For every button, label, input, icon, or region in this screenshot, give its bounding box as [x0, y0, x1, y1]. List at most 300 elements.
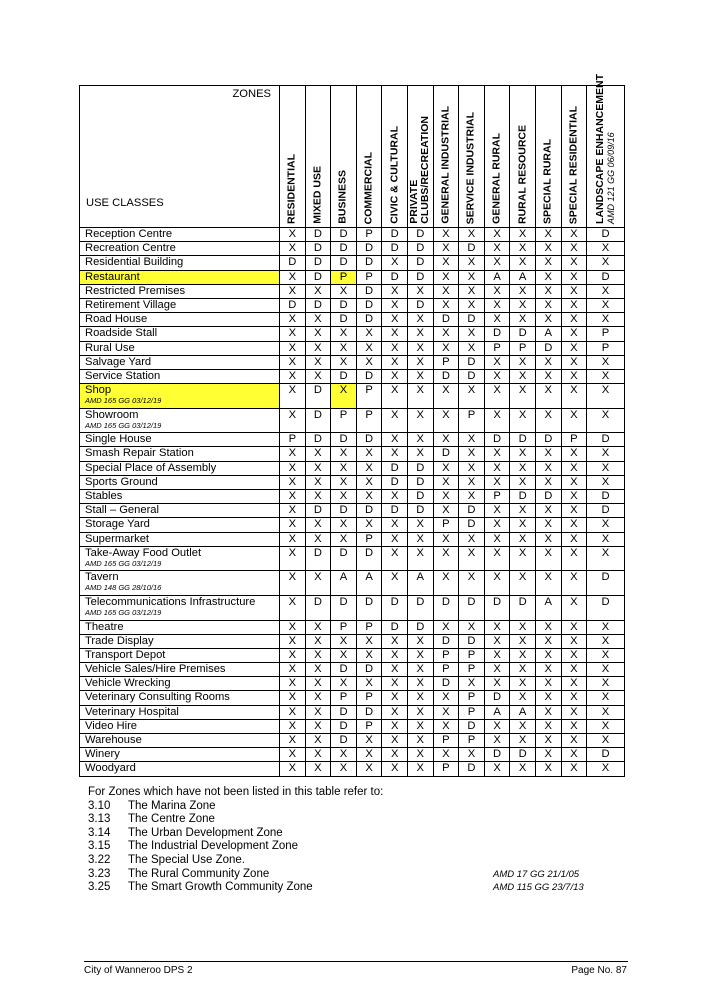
permission-cell: X: [356, 518, 382, 532]
permission-cell: X: [433, 270, 459, 284]
permission-cell: X: [331, 461, 357, 475]
zone-label: CIVIC & CULTURAL: [388, 126, 401, 224]
zone-header-text: [287, 154, 298, 224]
use-class-cell: [80, 719, 280, 733]
permission-cell: P: [356, 228, 382, 242]
table-row: [80, 228, 625, 242]
permission-cell: D: [510, 327, 536, 341]
permission-cell: X: [356, 648, 382, 662]
permission-cell: X: [407, 648, 433, 662]
permission-cell: X: [433, 433, 459, 447]
zone-header: [535, 86, 561, 228]
permission-cell: X: [561, 284, 587, 298]
permission-cell: X: [382, 369, 408, 383]
permission-cell: A: [484, 270, 510, 284]
note-clause-number: 3.22: [88, 853, 111, 866]
permission-cell: X: [561, 369, 587, 383]
permission-cell: X: [535, 677, 561, 691]
note-clause-number: 3.10: [88, 799, 111, 812]
permission-cell: X: [459, 532, 485, 546]
permission-cell: X: [305, 634, 331, 648]
permission-cell: X: [459, 327, 485, 341]
permission-cell: X: [510, 691, 536, 705]
permission-cell: X: [382, 705, 408, 719]
permission-cell: D: [305, 228, 331, 242]
permission-cell: X: [305, 705, 331, 719]
permission-cell: X: [484, 762, 510, 776]
note-amendment: AMD 17 GG 21/1/05: [493, 868, 580, 880]
permission-cell: X: [510, 734, 536, 748]
permission-cell: X: [331, 447, 357, 461]
permission-cell: X: [587, 475, 625, 489]
use-class-name: Road House: [85, 313, 148, 326]
permission-cell: D: [407, 242, 433, 256]
permission-cell: X: [561, 327, 587, 341]
permission-cell: X: [280, 595, 306, 620]
use-class-cell: [80, 634, 280, 648]
permission-cell: X: [407, 705, 433, 719]
permission-cell: X: [305, 355, 331, 369]
zone-header-text: [312, 166, 323, 224]
permission-cell: D: [356, 663, 382, 677]
use-class-cell: [80, 461, 280, 475]
permission-cell: X: [433, 620, 459, 634]
zone-header-text: [409, 116, 431, 224]
permission-cell: D: [356, 242, 382, 256]
permission-cell: X: [433, 571, 459, 596]
permission-cell: X: [587, 691, 625, 705]
table-row: [80, 341, 625, 355]
zone-label: BUSINESS: [336, 170, 349, 224]
permission-cell: X: [535, 532, 561, 546]
permission-cell: A: [356, 571, 382, 596]
permission-cell: X: [561, 242, 587, 256]
permission-cell: X: [535, 384, 561, 409]
permission-cell: X: [407, 532, 433, 546]
permission-cell: D: [356, 369, 382, 383]
permission-cell: P: [331, 270, 357, 284]
permission-cell: X: [535, 447, 561, 461]
table-row: [80, 433, 625, 447]
permission-cell: X: [280, 691, 306, 705]
zone-label: GENERAL INDUSTRIAL: [439, 106, 452, 224]
permission-cell: X: [280, 270, 306, 284]
table-row: [80, 490, 625, 504]
zone-header: [382, 86, 408, 228]
permission-cell: D: [407, 490, 433, 504]
permission-cell: X: [587, 242, 625, 256]
use-class-name: Veterinary Consulting Rooms: [85, 691, 230, 704]
permission-cell: X: [305, 648, 331, 662]
use-class-cell: [80, 532, 280, 546]
permission-cell: X: [305, 284, 331, 298]
zone-header-text: [568, 106, 579, 224]
permission-cell: X: [407, 447, 433, 461]
permission-cell: X: [510, 355, 536, 369]
permission-cell: X: [331, 327, 357, 341]
permission-cell: X: [305, 490, 331, 504]
permission-cell: P: [433, 663, 459, 677]
table-row: [80, 734, 625, 748]
permission-cell: D: [356, 284, 382, 298]
permission-cell: X: [280, 546, 306, 571]
permission-cell: X: [587, 532, 625, 546]
use-class-name: Showroom: [85, 408, 139, 421]
table-row: [80, 369, 625, 383]
permission-cell: X: [280, 369, 306, 383]
table-row: [80, 677, 625, 691]
zone-header: [407, 86, 433, 228]
permission-cell: D: [356, 705, 382, 719]
permission-cell: P: [356, 408, 382, 433]
permission-cell: D: [382, 475, 408, 489]
permission-cell: X: [535, 546, 561, 571]
permission-cell: X: [535, 705, 561, 719]
permission-cell: D: [331, 228, 357, 242]
permission-cell: X: [280, 447, 306, 461]
permission-cell: X: [484, 384, 510, 409]
permission-cell: X: [356, 475, 382, 489]
permission-cell: D: [305, 384, 331, 409]
permission-cell: D: [280, 298, 306, 312]
zone-header: [484, 86, 510, 228]
permission-cell: D: [510, 748, 536, 762]
permission-cell: X: [331, 341, 357, 355]
use-class-cell: [80, 691, 280, 705]
permission-cell: X: [305, 663, 331, 677]
permission-cell: X: [510, 719, 536, 733]
use-class-name: Veterinary Hospital: [85, 705, 179, 718]
permission-cell: X: [510, 571, 536, 596]
permission-cell: X: [280, 677, 306, 691]
zone-header: [510, 86, 536, 228]
use-class-cell: [80, 705, 280, 719]
permission-cell: D: [331, 705, 357, 719]
permission-cell: X: [535, 748, 561, 762]
use-class-name: Single House: [85, 433, 152, 446]
permission-cell: P: [331, 408, 357, 433]
permission-cell: X: [535, 634, 561, 648]
permission-cell: D: [331, 298, 357, 312]
permission-cell: D: [407, 298, 433, 312]
permission-cell: X: [459, 228, 485, 242]
permission-cell: X: [382, 648, 408, 662]
permission-cell: X: [587, 734, 625, 748]
permission-cell: X: [587, 705, 625, 719]
use-class-name: Salvage Yard: [85, 355, 152, 368]
permission-cell: D: [382, 228, 408, 242]
use-class-cell: [80, 369, 280, 383]
permission-cell: D: [587, 571, 625, 596]
permission-cell: X: [561, 705, 587, 719]
permission-cell: X: [331, 518, 357, 532]
permission-cell: X: [561, 691, 587, 705]
permission-cell: X: [382, 433, 408, 447]
permission-cell: D: [535, 490, 561, 504]
permission-cell: X: [407, 433, 433, 447]
permission-cell: D: [535, 433, 561, 447]
permission-cell: P: [433, 762, 459, 776]
permission-cell: X: [407, 734, 433, 748]
permission-cell: D: [484, 748, 510, 762]
permission-cell: P: [356, 532, 382, 546]
permission-cell: D: [407, 504, 433, 518]
use-class-cell: [80, 313, 280, 327]
permission-cell: X: [433, 748, 459, 762]
zone-header-text: [517, 125, 528, 224]
footer-page-number: Page No. 87: [571, 965, 627, 976]
use-class-amendment: AMD 148 GG 28/10/16: [85, 583, 162, 593]
permission-cell: X: [510, 298, 536, 312]
use-class-cell: [80, 384, 280, 409]
permission-cell: X: [587, 546, 625, 571]
permission-cell: X: [587, 284, 625, 298]
permission-cell: X: [280, 532, 306, 546]
permission-cell: X: [280, 490, 306, 504]
permission-cell: D: [280, 256, 306, 270]
permission-cell: D: [331, 504, 357, 518]
permission-cell: X: [561, 298, 587, 312]
use-class-cell: [80, 355, 280, 369]
permission-cell: X: [510, 648, 536, 662]
permission-cell: X: [382, 719, 408, 733]
permission-cell: X: [280, 648, 306, 662]
permission-cell: X: [510, 447, 536, 461]
zone-header-text: [389, 126, 400, 224]
permission-cell: X: [561, 256, 587, 270]
permission-cell: X: [356, 461, 382, 475]
permission-cell: X: [382, 447, 408, 461]
use-class-cell: [80, 256, 280, 270]
permission-cell: X: [561, 719, 587, 733]
use-class-cell: [80, 298, 280, 312]
permission-cell: X: [305, 461, 331, 475]
permission-cell: X: [280, 634, 306, 648]
permission-cell: X: [484, 677, 510, 691]
use-class-name: Shop: [85, 384, 112, 397]
use-class-cell: [80, 408, 280, 433]
permission-cell: X: [510, 256, 536, 270]
permission-cell: X: [484, 663, 510, 677]
permission-cell: X: [382, 532, 408, 546]
permission-cell: X: [535, 461, 561, 475]
permission-cell: X: [561, 546, 587, 571]
permission-cell: P: [510, 341, 536, 355]
permission-cell: X: [535, 242, 561, 256]
use-class-name: Theatre: [85, 620, 124, 633]
permission-cell: X: [280, 384, 306, 409]
permission-cell: P: [356, 270, 382, 284]
use-class-cell: [80, 595, 280, 620]
permission-cell: X: [280, 762, 306, 776]
use-class-cell: [80, 504, 280, 518]
permission-cell: X: [407, 691, 433, 705]
permission-cell: X: [305, 719, 331, 733]
permission-cell: D: [433, 634, 459, 648]
use-class-cell: [80, 762, 280, 776]
permission-cell: D: [587, 270, 625, 284]
permission-cell: X: [356, 355, 382, 369]
permission-cell: D: [587, 504, 625, 518]
note-zone-name: The Smart Growth Community Zone: [128, 881, 313, 894]
use-class-cell: [80, 327, 280, 341]
permission-cell: X: [510, 634, 536, 648]
permission-cell: D: [459, 242, 485, 256]
permission-cell: X: [484, 546, 510, 571]
permission-cell: D: [459, 762, 485, 776]
permission-cell: X: [382, 546, 408, 571]
permission-cell: X: [510, 408, 536, 433]
permission-cell: X: [305, 677, 331, 691]
permission-cell: X: [382, 734, 408, 748]
use-class-name: Supermarket: [85, 532, 150, 545]
table-row: [80, 270, 625, 284]
permission-cell: X: [587, 408, 625, 433]
permission-cell: X: [382, 298, 408, 312]
permission-cell: D: [459, 518, 485, 532]
permission-cell: D: [459, 369, 485, 383]
note-item: [88, 881, 588, 895]
permission-cell: X: [510, 369, 536, 383]
permission-cell: D: [305, 242, 331, 256]
permission-cell: D: [331, 595, 357, 620]
notes-intro: For Zones which have not been listed in this table refer to:: [88, 786, 384, 798]
use-class-cell: [80, 433, 280, 447]
permission-cell: X: [433, 298, 459, 312]
permission-cell: X: [305, 748, 331, 762]
table-row: [80, 313, 625, 327]
use-class-name: Vehicle Wrecking: [85, 677, 171, 690]
note-item: [88, 827, 588, 841]
permission-cell: P: [280, 433, 306, 447]
zone-label: LANDSCAPE ENHANCEMENT: [593, 74, 606, 224]
permission-cell: X: [587, 447, 625, 461]
permission-cell: D: [331, 663, 357, 677]
permission-cell: X: [280, 355, 306, 369]
permission-cell: X: [407, 748, 433, 762]
permission-cell: X: [484, 284, 510, 298]
zone-label: SPECIAL RURAL: [541, 139, 554, 224]
permission-cell: X: [305, 620, 331, 634]
permission-cell: X: [561, 447, 587, 461]
permission-cell: X: [510, 663, 536, 677]
permission-cell: D: [331, 719, 357, 733]
permission-cell: X: [535, 475, 561, 489]
permission-cell: D: [433, 313, 459, 327]
permission-cell: X: [407, 369, 433, 383]
permission-cell: X: [280, 228, 306, 242]
permission-cell: X: [459, 546, 485, 571]
use-class-amendment: AMD 165 GG 03/12/19: [85, 420, 162, 430]
use-class-name: Transport Depot: [85, 648, 166, 661]
permission-cell: X: [382, 256, 408, 270]
permission-cell: P: [587, 327, 625, 341]
permission-cell: X: [280, 504, 306, 518]
permission-cell: X: [510, 532, 536, 546]
zone-header: [587, 74, 625, 228]
permission-cell: X: [382, 663, 408, 677]
permission-cell: X: [459, 284, 485, 298]
permission-cell: X: [407, 546, 433, 571]
permission-cell: X: [535, 408, 561, 433]
permission-cell: X: [459, 461, 485, 475]
table-row: [80, 748, 625, 762]
permission-cell: X: [459, 620, 485, 634]
table-row: [80, 620, 625, 634]
note-zone-name: The Urban Development Zone: [128, 826, 283, 839]
use-class-cell: [80, 284, 280, 298]
permission-cell: P: [484, 341, 510, 355]
permission-cell: P: [459, 408, 485, 433]
permission-cell: D: [433, 595, 459, 620]
note-item: [88, 840, 588, 854]
use-class-cell: [80, 341, 280, 355]
permission-cell: X: [587, 313, 625, 327]
permission-cell: X: [587, 663, 625, 677]
permission-cell: X: [459, 256, 485, 270]
zone-header-text: [543, 139, 554, 224]
permission-cell: X: [535, 571, 561, 596]
permission-cell: X: [382, 284, 408, 298]
permission-cell: D: [407, 461, 433, 475]
permission-cell: X: [433, 705, 459, 719]
use-class-name: Trade Display: [85, 634, 154, 647]
permission-cell: D: [356, 546, 382, 571]
permission-cell: X: [382, 748, 408, 762]
permission-cell: D: [587, 595, 625, 620]
permission-cell: D: [305, 433, 331, 447]
permission-cell: X: [331, 532, 357, 546]
permission-cell: X: [510, 677, 536, 691]
use-class-cell: [80, 518, 280, 532]
permission-cell: X: [535, 284, 561, 298]
zoning-table: [79, 74, 625, 777]
permission-cell: X: [382, 355, 408, 369]
permission-cell: X: [407, 634, 433, 648]
permission-cell: D: [382, 595, 408, 620]
use-class-name: Telecommunications Infrastructure: [85, 595, 256, 608]
permission-cell: X: [484, 461, 510, 475]
use-class-name: Take-Away Food Outlet: [85, 546, 202, 559]
permission-cell: X: [382, 327, 408, 341]
permission-cell: X: [356, 734, 382, 748]
permission-cell: X: [587, 677, 625, 691]
zone-label: RESIDENTIAL: [285, 153, 298, 224]
permission-cell: X: [484, 719, 510, 733]
use-class-name: Rural Use: [85, 341, 135, 354]
permission-cell: A: [535, 595, 561, 620]
table-row: [80, 532, 625, 546]
permission-cell: X: [535, 663, 561, 677]
permission-cell: X: [356, 762, 382, 776]
permission-cell: A: [535, 327, 561, 341]
table-row: [80, 256, 625, 270]
permission-cell: P: [459, 691, 485, 705]
note-zone-name: The Centre Zone: [128, 813, 215, 826]
permission-cell: X: [459, 341, 485, 355]
permission-cell: D: [587, 228, 625, 242]
zone-header-text: [466, 112, 477, 224]
permission-cell: X: [484, 355, 510, 369]
permission-cell: D: [356, 504, 382, 518]
permission-cell: X: [484, 571, 510, 596]
permission-cell: X: [459, 384, 485, 409]
note-clause-number: 3.15: [88, 840, 111, 853]
permission-cell: X: [433, 256, 459, 270]
zone-label: PRIVATE: [408, 180, 421, 224]
permission-cell: X: [459, 571, 485, 596]
note-zone-name: The Special Use Zone.: [128, 853, 245, 866]
